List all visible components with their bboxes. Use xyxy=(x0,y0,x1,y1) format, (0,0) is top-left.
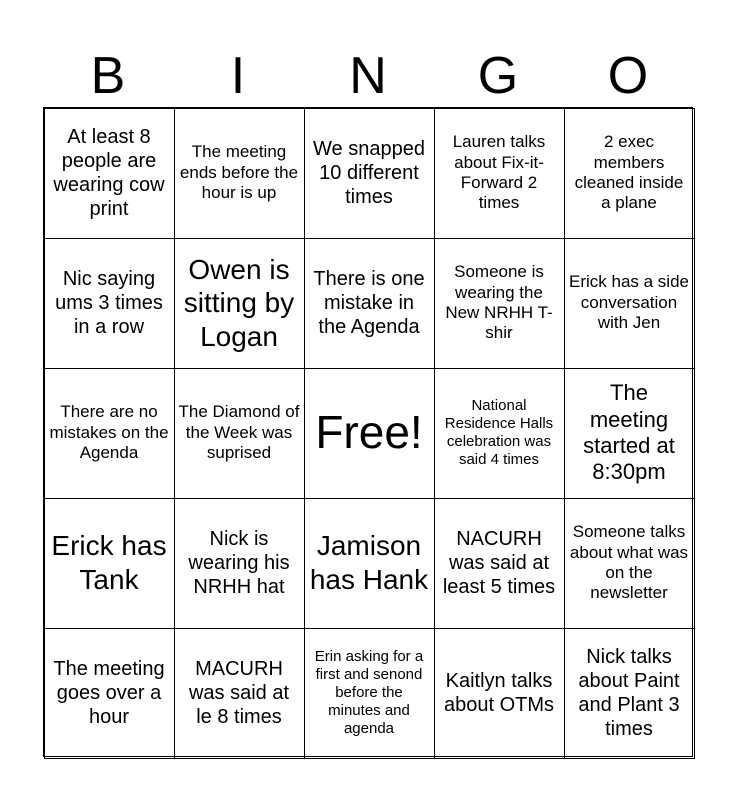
bingo-cell[interactable]: National Residence Halls celebration was said 4 times xyxy=(434,368,565,499)
bingo-cell[interactable]: The meeting goes over a hour xyxy=(44,628,175,759)
bingo-cell[interactable]: The Diamond of the Week was suprised xyxy=(174,368,305,499)
bingo-cell[interactable]: At least 8 people are wearing cow print xyxy=(44,108,175,239)
bingo-cell[interactable]: Someone is wearing the New NRHH T-shir xyxy=(434,238,565,369)
header-letter-b: B xyxy=(90,47,126,105)
bingo-cell[interactable]: The meeting ends before the hour is up xyxy=(174,108,305,239)
bingo-cell[interactable]: There are no mistakes on the Agenda xyxy=(44,368,175,499)
header-letter-i: I xyxy=(230,47,246,105)
bingo-cell[interactable]: MACURH was said at le 8 times xyxy=(174,628,305,759)
bingo-cell[interactable]: Erick has a side conversation with Jen xyxy=(564,238,695,369)
bingo-cell[interactable]: Erick has Tank xyxy=(44,498,175,629)
bingo-cell[interactable]: Nic saying ums 3 times in a row xyxy=(44,238,175,369)
bingo-cell[interactable]: Lauren talks about Fix-it-Forward 2 times xyxy=(434,108,565,239)
header-letter-o: O xyxy=(607,47,649,105)
bingo-cell[interactable]: NACURH was said at least 5 times xyxy=(434,498,565,629)
free-space-cell[interactable]: Free! xyxy=(304,368,435,499)
bingo-cell[interactable]: Owen is sitting by Logan xyxy=(174,238,305,369)
bingo-cell[interactable]: Jamison has Hank xyxy=(304,498,435,629)
bingo-cell[interactable]: 2 exec members cleaned inside a plane xyxy=(564,108,695,239)
bingo-cell[interactable]: Nick is wearing his NRHH hat xyxy=(174,498,305,629)
header-letter-g: G xyxy=(477,47,519,105)
header-letter-n: N xyxy=(349,47,387,105)
bingo-grid xyxy=(43,107,693,757)
bingo-cell[interactable]: The meeting started at 8:30pm xyxy=(564,368,695,499)
bingo-cell[interactable]: Nick talks about Paint and Plant 3 times xyxy=(564,628,695,759)
bingo-header xyxy=(43,44,693,108)
bingo-cell[interactable]: Kaitlyn talks about OTMs xyxy=(434,628,565,759)
bingo-cell[interactable]: There is one mistake in the Agenda xyxy=(304,238,435,369)
bingo-cell[interactable]: Someone talks about what was on the newsletter xyxy=(564,498,695,629)
bingo-cell[interactable]: We snapped 10 different times xyxy=(304,108,435,239)
bingo-cell[interactable]: Erin asking for a first and senond before the minutes and agenda xyxy=(304,628,435,759)
